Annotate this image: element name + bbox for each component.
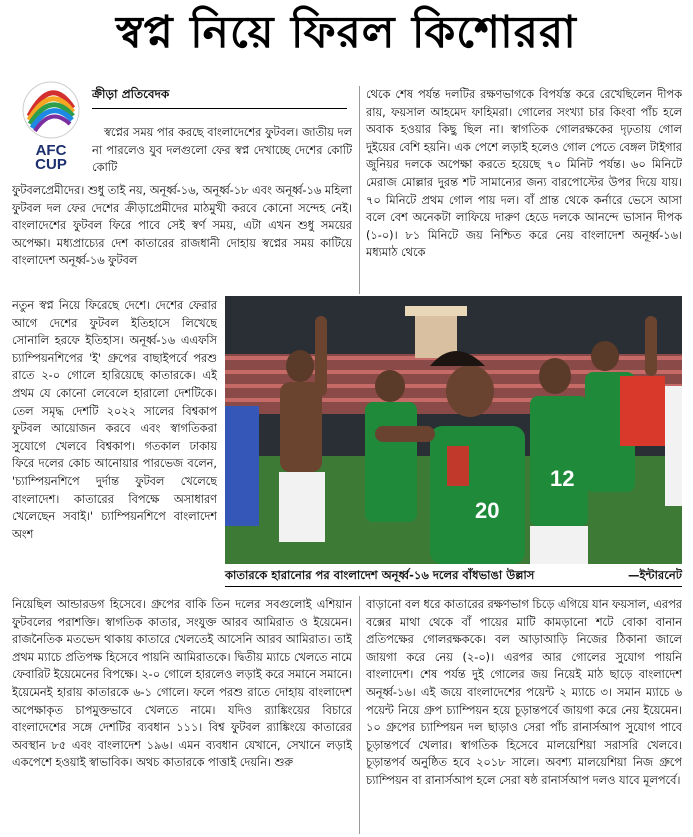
paragraph: স্বপ্নের সময় পার করছে বাংলাদেশের ফুটবল। জাতীয় দল না পারলেও যুব দলগুলো ফের স্বপ্ন দেখাচ্ছে দেশের কোটি কোটি bbox=[92, 126, 352, 175]
article-column-1-intro bbox=[92, 124, 352, 182]
headline: স্বপ্ন নিয়ে ফিরল কিশোররা bbox=[116, 6, 577, 58]
jersey-number: 12 bbox=[550, 466, 575, 491]
paragraph: নিয়েছিল আন্ডারডগ হিসেবে। গ্রুপের বাকি তিন দলের সবগুলোই এশিয়ান ফুটবলের পরাশক্তি। স্বাগতিক কাতার, সংযুক্ত আরব আমিরাত ও ইয়েমেন। রাজনৈতিক মতভেদ থাকায় কাতারে খেলতেই আসেনি আরব আমিরাত। তাই প্রথম ম্যাচে প্রতিপক্ষ হিসেবে পায়নি আমিরাতকে। দ্বিতীয় ম্যাচে খেলতে নামে ফেবারিট ইয়েমেনের বিপক্ষে। ২-০ গোলে হারলেও লড়াই করে সমানে সমানে। ইয়েমেনই হারায় কাতারকে ৬-১ গোলে। ফলে পরশু রাতে দোহায় বাংলাদেশ অপেক্ষাকৃত চাপমুক্তভাবে খেলতে নামে। যদিও র‍্যাঙ্কিংয়ের বিচারে বাংলাদেশের সঙ্গে দেশটির ব্যবধান ১১১। বিশ্ব ফুটবল র‍্যাঙ্কিংয়ে কাতারের অবস্থান ৮৫ এবং বাংলাদেশ ১৯৬। এমন ব্যবধান যেখানে, সেখানে লড়াই একপেশে হওয়াই স্বাভাবিক। অথচ কাতারকে পাত্তাই দেয়নি। শুরু bbox=[12, 598, 352, 770]
logo-text-top: AFC bbox=[35, 142, 67, 159]
paragraph: ফুটবলপ্রেমীদের। শুধু তাই নয়, অনূর্ধ্ব-১৬, অনূর্ধ্ব-১৮ এবং অনূর্ধ্ব-১৬ মহিলা ফুটবল দল ফের দেশের ক্রীড়াপ্রেমীদের মাঠমুখী করবে কোনো সন্দেহ নেই। বাংলাদেশের ফুটবল ফিরে পাবে সেই স্বর্ণ সময়, এটা এখন শুধু সময়ের অপেক্ষা। মধ্যপ্রাচ্যের দেশ কাতারের রাজধানী দোহায় স্বপ্নের সময় কাটিয়ে বাংলাদেশ অনূর্ধ্ব-১৬ ফুটবল bbox=[12, 184, 352, 268]
photo-credit: —ইন্টারনেট bbox=[628, 567, 682, 582]
column-divider bbox=[359, 596, 360, 834]
article-column-bottom-right bbox=[366, 596, 682, 834]
team-celebration-photo bbox=[225, 296, 682, 564]
photo-caption bbox=[225, 566, 682, 587]
jersey-number: 20 bbox=[475, 498, 500, 523]
paragraph: থেকে শেষ পর্যন্ত দলটির রক্ষণভাগকে বিপর্যস্ত করে রেখেছিলেন দীপক রায়, ফয়সাল আহমেদ ফাহিমরা। গোলের সংখ্যা চার কিংবা পাঁচ হলে অবাক হওয়ার কিছু ছিল না। স্বাগতিক গোলরক্ষকের দৃঢ়তায় গোল দুইয়ের বেশি হয়নি। এক পেশে লড়াই হলেও গোল পেতে বেঙ্গল টাইগার জুনিয়র দলকে অপেক্ষা করতে হয়েছে ৭০ মিনিট পর্যন্ত। ৬০ মিনিটে মেরাজ মোল্লার দুরন্ত শট সামান্যের জন্য বারপোস্টের উপর দিয়ে যায়। ৭০ মিনিটে প্রথম গোল পায় দল। বাঁ প্রান্ত থেকে কর্নারে ভেসে আসা বলে বেশ অনেকটা লাফিয়ে দারুণ হেডে দলকে আনন্দে ভাসান দীপক (১-০)। ৮১ মিনিটে জয় নিশ্চিত করে নেয় বাংলাদেশ অনূর্ধ্ব-১৬। মধ্যমাঠ থেকে bbox=[366, 88, 682, 260]
article-column-2-top bbox=[366, 86, 682, 294]
caption-text: কাতারকে হারানোর পর বাংলাদেশ অনূর্ধ্ব-১৬ দলের বাঁধভাঙা উল্লাস bbox=[225, 567, 535, 582]
article-column-bottom-left bbox=[12, 596, 352, 834]
afc-cup-emblem-icon bbox=[21, 80, 81, 140]
celebration-photo-illustration bbox=[225, 296, 682, 564]
article-column-1-wide bbox=[12, 182, 352, 297]
paragraph: বাড়ানো বল ধরে কাতারের রক্ষণভাগ চিড়ে এগিয়ে যান ফয়সাল, এরপর বক্সের মাথা থেকে বাঁ পায়ের মাটি কামড়ানো শটে বোকা বানান প্রতিপক্ষের গোলরক্ষককে। বল আড়াআড়ি নিজের ঠিকানা জালে জায়গা করে নেয় (২-০)। এরপর আর গোলের সুযোগ পায়নি বাংলাদেশ। শেষ পর্যন্ত দুই গোলের জয় নিয়েই মাঠ ছাড়ে বাংলাদেশ অনূর্ধ্ব-১৬। এই জয়ে বাংলাদেশের পয়েন্ট ২ ম্যাচে ৩। সমান ম্যাচে ৬ পয়েন্ট নিয়ে গ্রুপ চ্যাম্পিয়ন হয়ে চূড়ান্তপর্বে জায়গা করে নেয় ইয়েমেন। ১০ গ্রুপের চ্যাম্পিয়ন দল ছাড়াও সেরা পাঁচ রানার্সআপ সুযোগ পাবে চূড়ান্তপর্বে খেলার। স্বাগতিক হিসেবে মালয়েশিয়া সরাসরি খেলবে। চূড়ান্তপর্ব অনুষ্ঠিত হবে ২০১৮ সালে। অবশ্য মালয়েশিয়া নিজ গ্রুপে চ্যাম্পিয়ন বা রানার্সআপ হলে সেরা ষষ্ঠ রানার্সআপ দলও যাবে মূলপর্বে। bbox=[366, 598, 682, 787]
logo-text-bottom: CUP bbox=[35, 156, 67, 173]
paragraph: নতুন স্বপ্ন নিয়ে ফিরেছে দেশে। দেশের ফেরার আগে দেশের ফুটবল ইতিহাসে লিখেছে সোনালি হরফে ইতিহাস। অনূর্ধ্ব-১৬ এএফসি চ্যাম্পিয়নশিপের 'ই' গ্রুপের বাছাইপর্বে পরশু রাতে ২-০ গোলে হারিয়েছে কাতারকে। এই প্রথম যে কোনো লেবেলে হারালো দেশটিকে। তেল সমৃদ্ধ দেশটি ২০২২ সালের বিশ্বকাপ ফুটবল আয়োজন করবে এবং স্বাগতিকরা সুযোগে খেলবে বিশ্বকাপ। গতকাল ঢাকায় ফিরে দলের কোচ আনোয়ার পারভেজ বলেন, 'চ্যাম্পিয়নশিপে দুর্দান্ত ফুটবল খেলেছে বাংলাদেশ। কাতারের বিপক্ষে অসাধারণ খেলেছেন সবাই।' চ্যাম্পিয়নশিপে বাংলাদেশ অংশ bbox=[12, 299, 217, 541]
article-column-1-narrow bbox=[12, 297, 217, 577]
column-divider bbox=[359, 86, 360, 294]
byline: ক্রীড়া প্রতিবেদক bbox=[92, 86, 347, 109]
afc-cup-logo bbox=[20, 80, 82, 190]
